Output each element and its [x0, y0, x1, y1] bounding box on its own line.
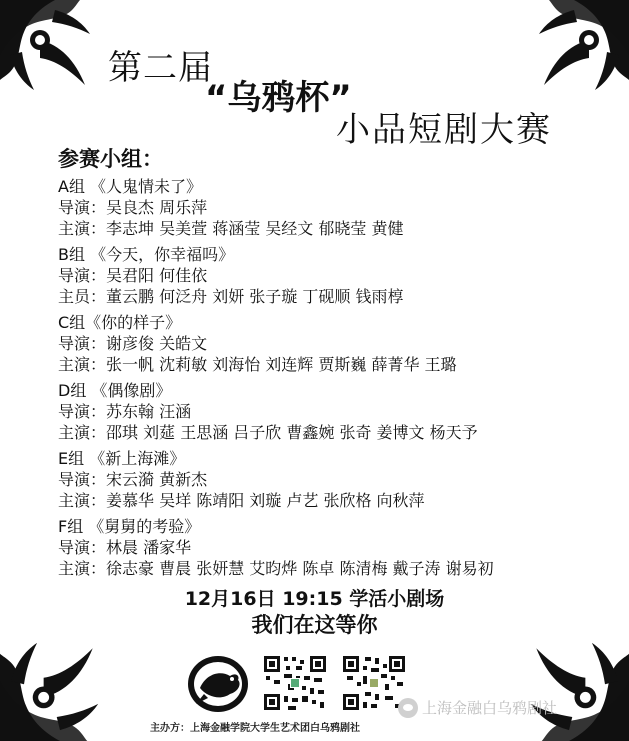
names: 姜慕华 吴垟 陈靖阳 刘璇 卢艺 张欣格 向秋萍 — [106, 491, 425, 510]
director-line — [58, 265, 598, 286]
group-a — [58, 176, 598, 239]
role-label: 导演： — [58, 198, 107, 217]
group-heading: C组《你的样子》 — [58, 313, 182, 332]
group-heading: F组 《舅舅的考验》 — [58, 517, 201, 536]
cast-line — [58, 286, 598, 307]
director-line — [58, 469, 598, 490]
director-line — [58, 333, 598, 354]
role-label: 导演： — [58, 470, 107, 489]
names: 吴君阳 何佳依 — [106, 266, 208, 285]
cast-line — [58, 422, 598, 443]
names: 董云鹏 何泛舟 刘妍 张子璇 丁砚顺 钱雨椁 — [106, 287, 404, 306]
names: 苏东翰 汪涵 — [106, 402, 192, 421]
group-heading: E组 《新上海滩》 — [58, 449, 186, 468]
role-label: 主员： — [58, 287, 107, 306]
ornament-top-left — [0, 0, 110, 110]
title-edition: 第二届 — [108, 48, 213, 88]
director-line — [58, 197, 598, 218]
ornament-bottom-right — [509, 621, 629, 741]
qr-code-icon — [262, 654, 328, 716]
director-line — [58, 537, 598, 558]
names: 宋云漪 黄新杰 — [106, 470, 208, 489]
names: 吴良杰 周乐萍 — [106, 198, 208, 217]
names: 林晨 潘家华 — [106, 538, 192, 557]
role-label: 导演： — [58, 402, 107, 421]
role-label: 主演： — [58, 219, 107, 238]
role-label: 导演： — [58, 334, 107, 353]
title-cup-name: “乌鸦杯” — [205, 78, 352, 118]
group-heading: A组 《人鬼情未了》 — [58, 177, 203, 196]
names: 李志坤 吴美萱 蒋涵莹 吴经文 郁晓莹 黄健 — [106, 219, 404, 238]
crow-logo-icon — [186, 654, 250, 718]
group-f — [58, 516, 598, 579]
cast-line — [58, 558, 598, 579]
group-d — [58, 380, 598, 443]
role-label: 主演： — [58, 491, 107, 510]
role-label: 主演： — [58, 423, 107, 442]
role-label: 导演： — [58, 266, 107, 285]
role-label: 主演： — [58, 355, 107, 374]
section-label: 参赛小组： — [58, 147, 163, 171]
group-list — [58, 176, 598, 584]
cast-line — [58, 218, 598, 239]
cast-line — [58, 490, 598, 511]
group-heading: D组 《偶像剧》 — [58, 381, 172, 400]
names: 邵琪 刘莚 王思涵 吕子欣 曹鑫婉 张奇 姜博文 杨天予 — [106, 423, 478, 442]
cast-line — [58, 354, 598, 375]
group-e — [58, 448, 598, 511]
group-heading: B组 《今天，你幸福吗》 — [58, 245, 235, 264]
organizer-credit: 主办方：上海金融学院大学生艺术团白乌鸦剧社 — [150, 723, 360, 734]
ornament-top-right — [519, 0, 629, 110]
group-c — [58, 312, 598, 375]
names: 谢彦俊 关皓文 — [106, 334, 208, 353]
ornament-bottom-left — [0, 621, 120, 741]
names: 徐志豪 曹晨 张妍慧 艾昀烨 陈卓 陈清梅 戴子涛 谢易初 — [106, 559, 494, 578]
role-label: 导演： — [58, 538, 107, 557]
names: 张一帆 沈莉敏 刘海怡 刘连辉 贾斯巍 薛菁华 王璐 — [106, 355, 457, 374]
wechat-icon — [398, 698, 418, 718]
watermark-text: 上海金融白乌鸦剧社 — [422, 699, 558, 717]
director-line — [58, 401, 598, 422]
event-datetime-venue: 12月16日 19:15 学活小剧场 — [184, 588, 445, 610]
group-b — [58, 244, 598, 307]
slogan: 我们在这等你 — [251, 613, 378, 637]
watermark — [398, 697, 557, 718]
title-subtitle: 小品短剧大赛 — [336, 110, 552, 150]
role-label: 主演： — [58, 559, 107, 578]
